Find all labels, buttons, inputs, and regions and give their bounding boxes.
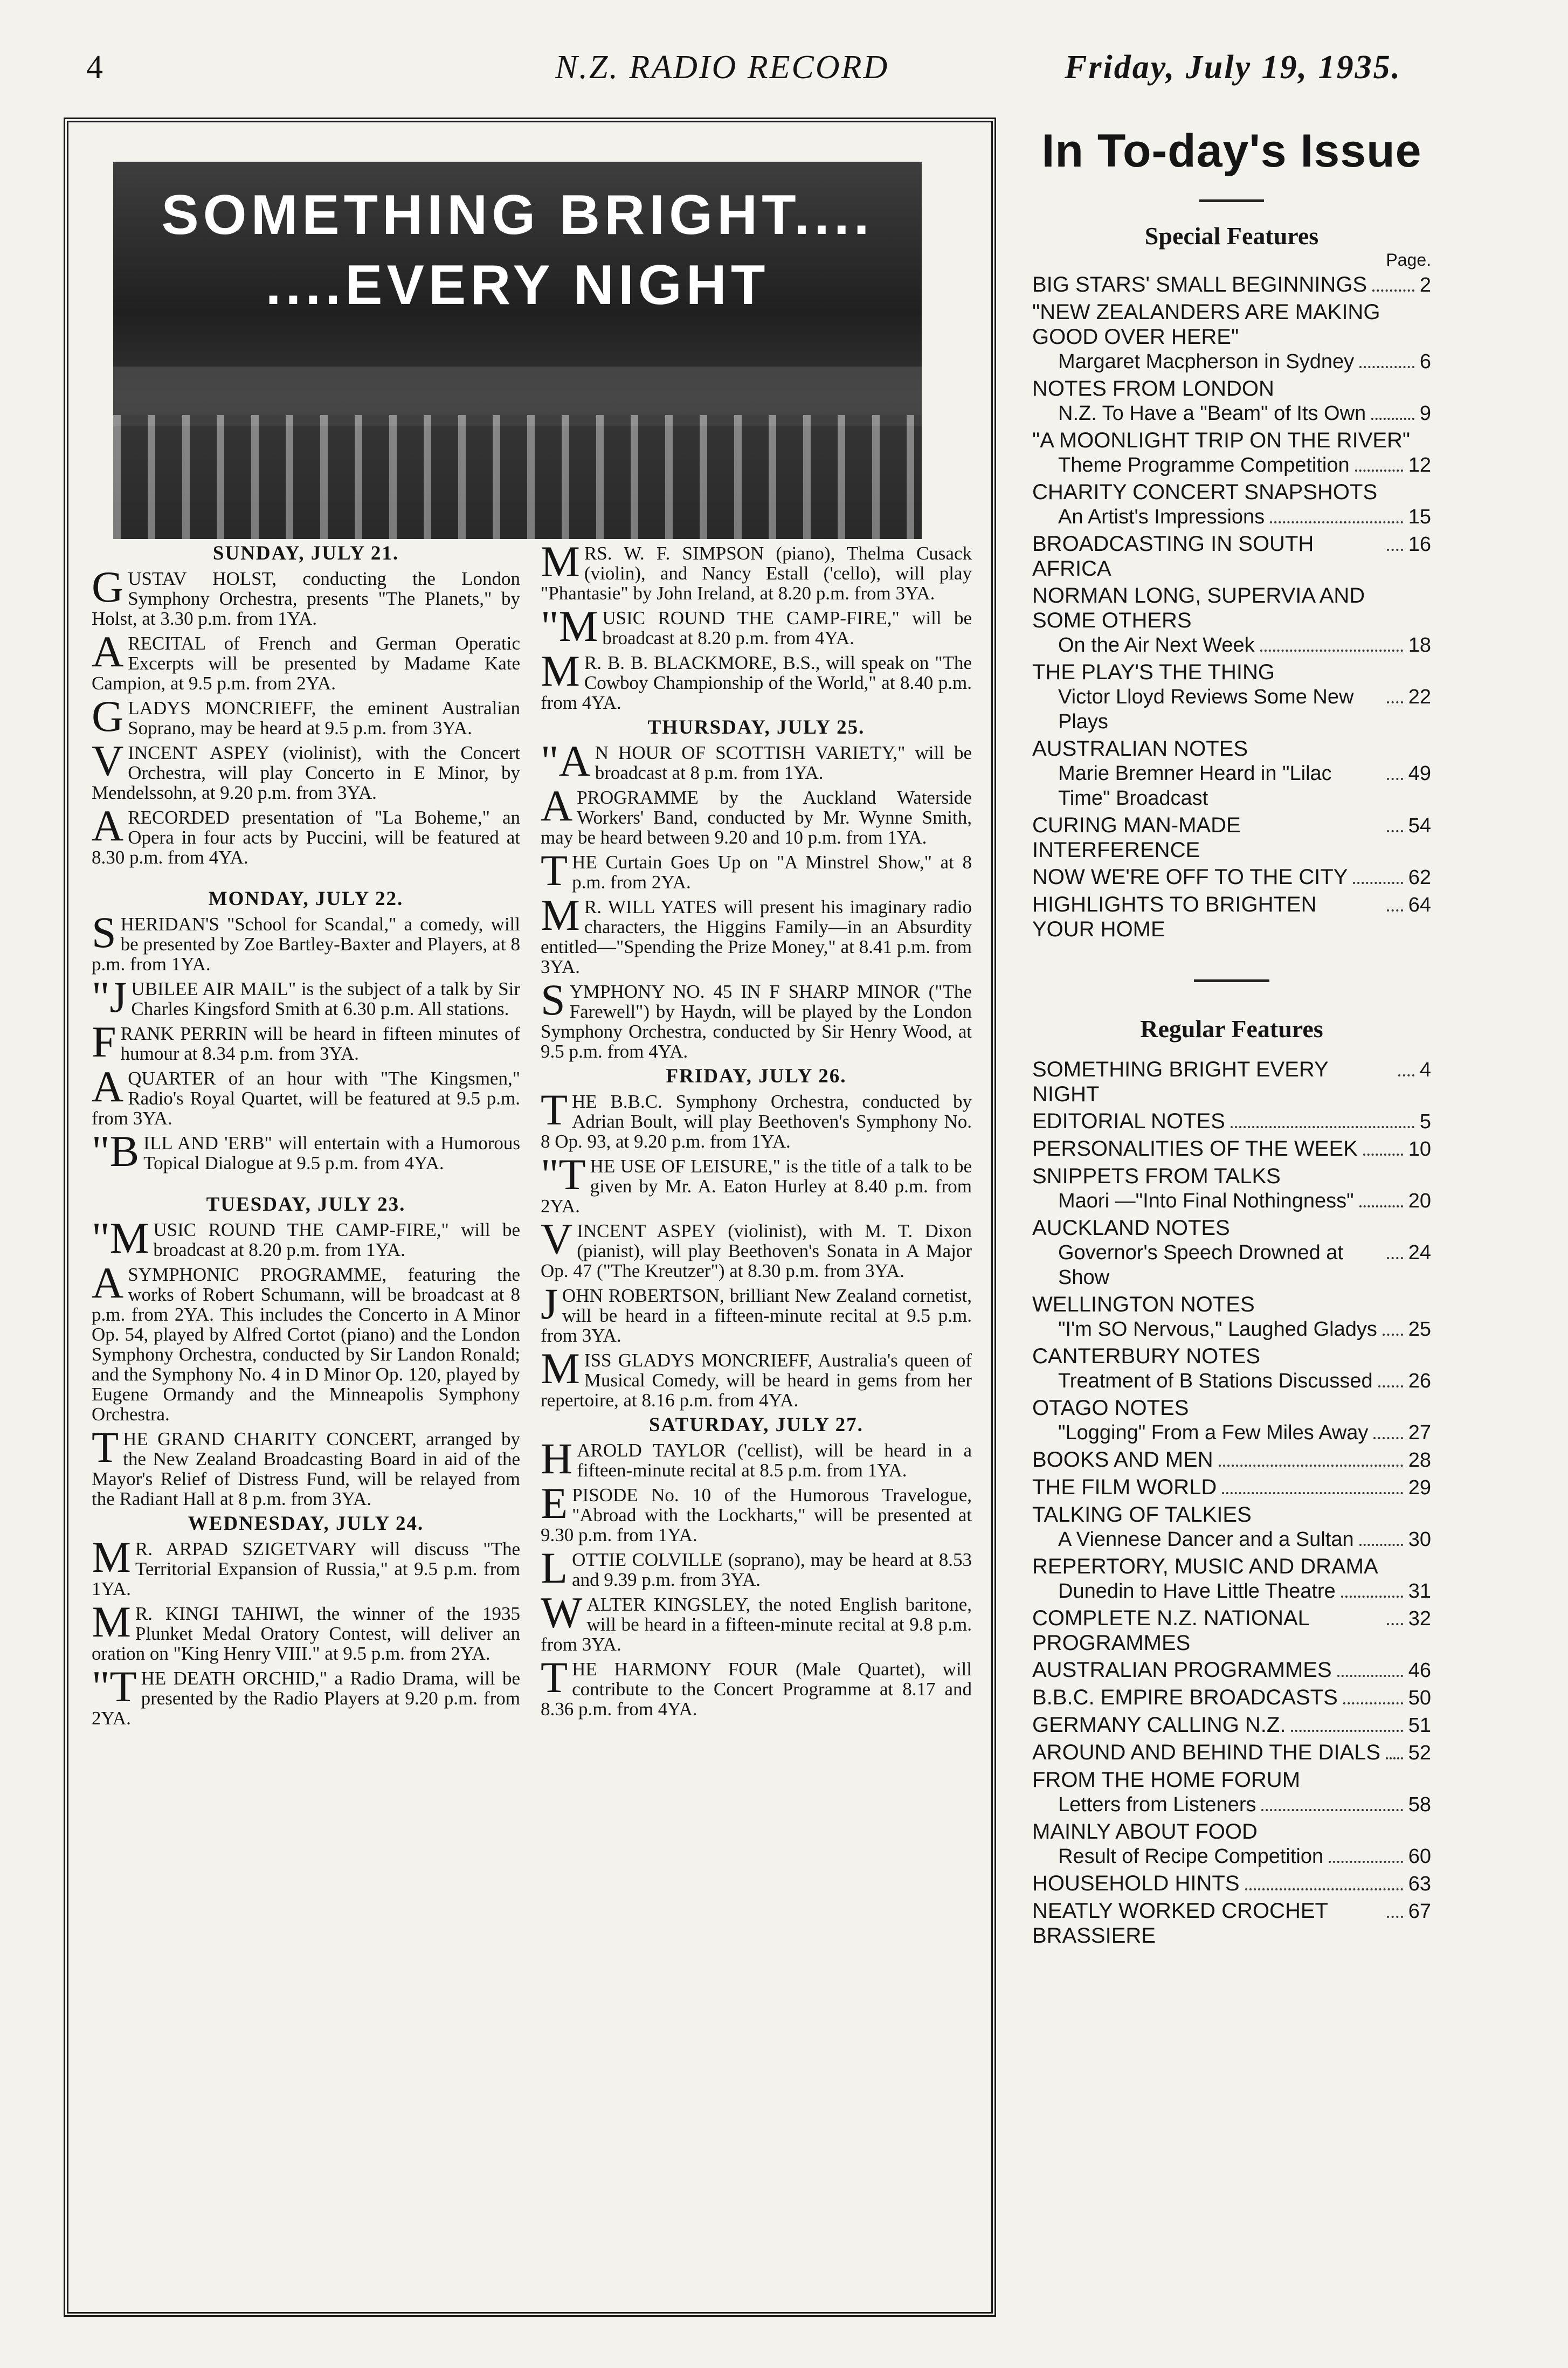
toc-entry xyxy=(1032,660,1431,734)
toc-entry-subtitle-row xyxy=(1032,453,1431,478)
dot-leader xyxy=(1343,1702,1403,1704)
page-number: 4 xyxy=(86,49,105,86)
toc-entry xyxy=(1032,376,1431,426)
toc-entry-page: 46 xyxy=(1408,1659,1431,1682)
dot-leader xyxy=(1222,1492,1403,1494)
toc-entry-subtitle-row xyxy=(1032,1369,1431,1393)
toc-entry-title-row xyxy=(1032,531,1431,581)
toc-entry-subtitle: N.Z. To Have a "Beam" of Its Own xyxy=(1058,402,1366,425)
dot-leader xyxy=(1355,470,1403,472)
toc-entry-title-row xyxy=(1032,1216,1431,1240)
toc-entry-page: 32 xyxy=(1408,1607,1431,1630)
toc-entry xyxy=(1032,1658,1431,1683)
toc-entry-subtitle: "Logging" From a Few Miles Away xyxy=(1058,1421,1369,1444)
toc-entry xyxy=(1032,1502,1431,1552)
toc-entry-title: NOTES FROM LONDON xyxy=(1032,377,1274,401)
toc-entry-subtitle-row xyxy=(1032,1240,1431,1290)
toc-entry-title-row xyxy=(1032,1819,1431,1844)
toc-entry-page: 5 xyxy=(1419,1110,1431,1133)
day-heading-sunday: SUNDAY, JULY 21. xyxy=(212,542,399,564)
toc-entry-page: 52 xyxy=(1408,1742,1431,1764)
toc-entry-page: 51 xyxy=(1408,1714,1431,1737)
toc-entry-subtitle-row xyxy=(1032,401,1431,426)
toc-entry-page: 24 xyxy=(1408,1241,1431,1264)
toc-entry xyxy=(1032,1768,1431,1817)
programme-item: ASYMPHONIC PROGRAMME, featuring the works of Robert Schumann, will be broadcast at 8 p.m. from 2YA. This includes the Concerto in A Minor Op. 54, played by Alfred Cortot (piano) and the London Symphony Orchestra, conducted by Sir Landon Ronald; and the Symphony No. 4 in D Minor Op. 120, played by Eugene Ormandy and the Minneapolis Symphony Orchestra. xyxy=(92,1258,520,1425)
toc-entry xyxy=(1032,1685,1431,1710)
toc-entry xyxy=(1032,813,1431,862)
programme-item: "AN HOUR OF SCOTTISH VARIETY," will be broadcast at 8 p.m. from 1YA. xyxy=(541,736,972,785)
dot-leader xyxy=(1371,418,1414,420)
special-features-list xyxy=(1032,272,1431,942)
toc-entry-title: "A MOONLIGHT TRIP ON THE RIVER" xyxy=(1032,429,1411,452)
toc-entry-title-row xyxy=(1032,300,1431,349)
toc-entry-title: CHARITY CONCERT SNAPSHOTS xyxy=(1032,480,1378,504)
day-heading-tuesday: TUESDAY, JULY 23. xyxy=(206,1193,406,1216)
regular-features-list xyxy=(1032,1057,1431,1948)
toc-entry-page: 49 xyxy=(1408,762,1431,785)
toc-entry xyxy=(1032,272,1431,298)
toc-entry-title-row xyxy=(1032,1554,1431,1579)
programme-item: MR. ARPAD SZIGETVARY will discuss "The Territorial Expansion of Russia," at 9.5 p.m. from 1YA. xyxy=(92,1532,520,1599)
toc-entry xyxy=(1032,892,1431,942)
toc-entry xyxy=(1032,1396,1431,1445)
dot-leader xyxy=(1387,549,1403,551)
toc-entry-page: 31 xyxy=(1408,1580,1431,1603)
programme-column-middle xyxy=(541,537,972,1724)
toc-entry-title: FROM THE HOME FORUM xyxy=(1032,1768,1301,1792)
toc-entry-title-row xyxy=(1032,1136,1431,1162)
dot-leader xyxy=(1231,1126,1414,1128)
regular-features-heading: Regular Features xyxy=(1140,1015,1323,1043)
toc-entry-title: AUSTRALIAN NOTES xyxy=(1032,737,1248,761)
toc-entry-subtitle-row xyxy=(1032,349,1431,374)
toc-entry-page: 20 xyxy=(1408,1190,1431,1212)
toc-entry-title: THE PLAY'S THE THING xyxy=(1032,660,1275,684)
toc-entry xyxy=(1032,1164,1431,1213)
toc-entry-title: THE FILM WORLD xyxy=(1032,1475,1217,1499)
toc-entry-title: SOMETHING BRIGHT EVERY NIGHT xyxy=(1032,1058,1329,1106)
toc-entry-page: 22 xyxy=(1408,686,1431,708)
toc-entry xyxy=(1032,1898,1431,1948)
toc-entry-page: 10 xyxy=(1408,1138,1431,1161)
day-heading-monday: MONDAY, JULY 22. xyxy=(208,888,404,910)
dot-leader xyxy=(1372,289,1414,292)
toc-entry-subtitle: On the Air Next Week xyxy=(1058,634,1255,657)
dot-leader xyxy=(1260,650,1403,652)
toc-entry-title: AUCKLAND NOTES xyxy=(1032,1216,1230,1240)
toc-entry-subtitle: Dunedin to Have Little Theatre xyxy=(1058,1580,1336,1603)
dot-leader xyxy=(1329,1861,1403,1863)
toc-entry-subtitle: Maori —"Into Final Nothingness" xyxy=(1058,1190,1354,1212)
toc-entry-title: HOUSEHOLD HINTS xyxy=(1032,1872,1240,1895)
dot-leader xyxy=(1398,1074,1414,1076)
toc-entry-title: BROADCASTING IN SOUTH AFRICA xyxy=(1032,532,1314,581)
toc-entry-title: NOW WE'RE OFF TO THE CITY xyxy=(1032,865,1348,889)
day-heading-thursday: THURSDAY, JULY 25. xyxy=(647,716,865,738)
publication-title: N.Z. RADIO RECORD xyxy=(555,49,889,86)
toc-entry xyxy=(1032,428,1431,478)
programme-item: APROGRAMME by the Auckland Waterside Workers' Band, conducted by Mr. Wynne Smith, may be heard between 9.20 and 10 p.m. from 1YA. xyxy=(541,781,972,848)
dot-leader xyxy=(1387,1257,1403,1259)
dot-leader xyxy=(1245,1888,1403,1890)
toc-entry-title: B.B.C. EMPIRE BROADCASTS xyxy=(1032,1686,1338,1709)
dot-leader xyxy=(1387,909,1403,912)
toc-entry-page: 26 xyxy=(1408,1370,1431,1392)
dot-leader xyxy=(1387,1623,1403,1625)
toc-entry-subtitle: Result of Recipe Competition xyxy=(1058,1845,1324,1868)
toc-entry-title-row xyxy=(1032,376,1431,401)
toc-entry-title-row xyxy=(1032,1109,1431,1134)
toc-entry-title-row xyxy=(1032,1164,1431,1189)
toc-entry-page: 60 xyxy=(1408,1845,1431,1868)
programme-item: EPISODE No. 10 of the Humorous Travelogue, "Abroad with the Lockharts," will be presented at 9.30 p.m. from 1YA. xyxy=(541,1479,972,1545)
toc-entry-page: 30 xyxy=(1408,1528,1431,1551)
toc-entry-title: BOOKS AND MEN xyxy=(1032,1448,1213,1472)
toc-entry-subtitle-row xyxy=(1032,1189,1431,1213)
toc-entry-title-row xyxy=(1032,428,1431,453)
toc-entry-subtitle: Theme Programme Competition xyxy=(1058,454,1350,477)
toc-entry-subtitle-row xyxy=(1032,1420,1431,1445)
dot-leader xyxy=(1359,1544,1403,1546)
programme-item: "MUSIC ROUND THE CAMP-FIRE," will be broadcast at 8.20 p.m. from 1YA. xyxy=(92,1213,520,1262)
dot-leader xyxy=(1363,1154,1403,1156)
toc-entry-title: WELLINGTON NOTES xyxy=(1032,1293,1255,1316)
toc-entry-title: SNIPPETS FROM TALKS xyxy=(1032,1164,1281,1188)
toc-entry-title-row xyxy=(1032,1658,1431,1683)
dot-leader xyxy=(1387,778,1403,780)
dot-leader xyxy=(1353,882,1403,884)
toc-entry-page: 12 xyxy=(1408,454,1431,477)
toc-entry-title: CURING MAN-MADE INTERFERENCE xyxy=(1032,813,1241,862)
programme-item: SYMPHONY NO. 45 IN F SHARP MINOR ("The Farewell") by Haydn, will be played by the London Symphony Orchestra, conducted by Sir Henry Wood, at 9.5 p.m. from 4YA. xyxy=(541,975,972,1062)
dot-leader xyxy=(1378,1385,1403,1387)
toc-entry-page: 62 xyxy=(1408,866,1431,889)
toc-entry-page: 9 xyxy=(1419,402,1431,425)
dot-leader xyxy=(1341,1596,1403,1598)
toc-entry-title-row xyxy=(1032,1606,1431,1655)
toc-entry xyxy=(1032,1606,1431,1655)
toc-entry xyxy=(1032,1554,1431,1604)
toc-entry-title: TALKING OF TALKIES xyxy=(1032,1503,1252,1527)
programme-item: ARECITAL of French and German Operatic Excerpts will be presented by Madame Kate Campion, at 9.5 p.m. from 2YA. xyxy=(92,627,520,694)
programme-item: THE B.B.C. Symphony Orchestra, conducted by Adrian Boult, will play Beethoven's Symphony No. 8 Op. 93, at 9.20 p.m. from 1YA. xyxy=(541,1085,972,1152)
toc-entry-page: 58 xyxy=(1408,1793,1431,1816)
toc-entry-title-row xyxy=(1032,583,1431,633)
toc-entry-title-row xyxy=(1032,1344,1431,1369)
toc-entry-page: 15 xyxy=(1408,506,1431,528)
toc-entry-page: 18 xyxy=(1408,634,1431,657)
toc-entry-subtitle-row xyxy=(1032,1792,1431,1817)
toc-entry-subtitle: A Viennese Dancer and a Sultan xyxy=(1058,1528,1354,1551)
toc-entry-title-row xyxy=(1032,660,1431,685)
dot-leader xyxy=(1386,1757,1403,1759)
toc-entry-subtitle-row xyxy=(1032,1317,1431,1342)
dot-leader xyxy=(1387,701,1403,703)
toc-entry xyxy=(1032,531,1431,581)
programme-item: MRS. W. F. SIMPSON (piano), Thelma Cusack (violin), and Nancy Estall ('cello), will play "Phantasie" by John Ireland, at 8.20 p.m. from 3YA. xyxy=(541,537,972,604)
toc-entry xyxy=(1032,1871,1431,1896)
toc-entry-page: 63 xyxy=(1408,1873,1431,1895)
toc-entry-title: AUSTRALIAN PROGRAMMES xyxy=(1032,1658,1332,1682)
programme-item: "JUBILEE AIR MAIL" is the subject of a talk by Sir Charles Kingsford Smith at 6.30 p.m. All stations. xyxy=(92,972,520,1021)
toc-entry-subtitle: Margaret Macpherson in Sydney xyxy=(1058,350,1355,373)
toc-entry xyxy=(1032,300,1431,374)
toc-entry-title-row xyxy=(1032,1447,1431,1473)
toc-entry xyxy=(1032,1136,1431,1162)
page-column-label: Page. xyxy=(1386,250,1431,270)
toc-entry-title: MAINLY ABOUT FOOD xyxy=(1032,1820,1258,1844)
toc-entry xyxy=(1032,1057,1431,1107)
dot-leader xyxy=(1383,1334,1403,1336)
programme-item: GLADYS MONCRIEFF, the eminent Australian Soprano, may be heard at 9.5 p.m. from 3YA. xyxy=(92,692,520,741)
toc-entry-title: BIG STARS' SMALL BEGINNINGS xyxy=(1032,273,1367,296)
programme-item: MR. B. B. BLACKMORE, B.S., will speak on "The Cowboy Championship of the World," at 8.40 p.m. from 4YA. xyxy=(541,646,972,713)
programme-item: MR. KINGI TAHIWI, the winner of the 1935 Plunket Medal Oratory Contest, will deliver an oration on "King Henry VIII." at 9.5 p.m. from 2YA. xyxy=(92,1597,520,1664)
dot-leader xyxy=(1261,1809,1403,1811)
toc-title: In To-day's Issue xyxy=(1041,125,1422,177)
toc-entry-title-row xyxy=(1032,1475,1431,1500)
programme-column-left xyxy=(92,543,520,1733)
programme-item: THE Curtain Goes Up on "A Minstrel Show," at 8 p.m. from 2YA. xyxy=(541,846,972,895)
toc-entry xyxy=(1032,1447,1431,1473)
page-header xyxy=(0,49,1568,92)
toc-entry-title-row xyxy=(1032,1898,1431,1948)
toc-entry xyxy=(1032,1109,1431,1134)
toc-entry-title: NEATLY WORKED CROCHET BRASSIERE xyxy=(1032,1899,1328,1948)
toc-entry xyxy=(1032,865,1431,890)
toc-entry-title-row xyxy=(1032,1292,1431,1317)
dot-leader xyxy=(1387,1916,1403,1918)
issue-date: Friday, July 19, 1935. xyxy=(1065,49,1402,86)
toc-entry-title-row xyxy=(1032,1057,1431,1107)
toc-entry xyxy=(1032,1344,1431,1393)
programme-item: FRANK PERRIN will be heard in fifteen minutes of humour at 8.34 p.m. from 3YA. xyxy=(92,1017,520,1066)
hero-city-lights xyxy=(113,415,922,539)
programme-item: JOHN ROBERTSON, brilliant New Zealand cornetist, will be heard in a fifteen-minute recital at 9.5 p.m. from 3YA. xyxy=(541,1279,972,1346)
divider xyxy=(1199,199,1264,202)
hero-banner xyxy=(113,162,922,539)
toc-entry-title-row xyxy=(1032,865,1431,890)
toc-entry-title: EDITORIAL NOTES xyxy=(1032,1109,1225,1133)
toc-entry-page: 16 xyxy=(1408,533,1431,556)
toc-entry xyxy=(1032,1292,1431,1342)
toc-entry-title: OTAGO NOTES xyxy=(1032,1396,1189,1420)
toc-entry-page: 25 xyxy=(1408,1318,1431,1341)
dot-leader xyxy=(1337,1675,1403,1677)
toc-entry-page: 27 xyxy=(1408,1421,1431,1444)
toc-entry xyxy=(1032,480,1431,529)
programme-item: MR. WILL YATES will present his imaginary radio characters, the Higgins Family—in an Absurdity entitled—"Spending the Prize Money," at 8.41 p.m. from 3YA. xyxy=(541,890,972,977)
dot-leader xyxy=(1387,830,1403,832)
programme-item: "BILL AND 'ERB" will entertain with a Humorous Topical Dialogue at 9.5 p.m. from 4YA. xyxy=(92,1127,520,1176)
programme-item: "THE USE OF LEISURE," is the title of a talk to be given by Mr. A. Eaton Hurley at 8.40 p.m. from 2YA. xyxy=(541,1150,972,1217)
toc-entry-page: 4 xyxy=(1419,1059,1431,1081)
toc-entry-title-row xyxy=(1032,1502,1431,1527)
toc-entry-page: 2 xyxy=(1419,274,1431,296)
special-features-heading: Special Features xyxy=(1144,222,1319,250)
toc-entry-subtitle-row xyxy=(1032,1579,1431,1604)
programme-item: SHERIDAN'S "School for Scandal," a comedy, will be presented by Zoe Bartley-Baxter and Players, at 8 p.m. from 1YA. xyxy=(92,908,520,975)
programme-item: WALTER KINGSLEY, the noted English baritone, will be heard in a fifteen-minute recital at 9.8 p.m. from 3YA. xyxy=(541,1588,972,1655)
toc-entry-subtitle-row xyxy=(1032,685,1431,734)
toc-entry-page: 67 xyxy=(1408,1900,1431,1923)
programme-item: AQUARTER of an hour with "The Kingsmen," Radio's Royal Quartet, will be featured at 9.5 p.m. from 3YA. xyxy=(92,1062,520,1129)
toc-entry-subtitle: "I'm SO Nervous," Laughed Gladys xyxy=(1058,1318,1377,1341)
toc-entry-title-row xyxy=(1032,1768,1431,1792)
dot-leader xyxy=(1270,521,1403,523)
toc-entry-subtitle-row xyxy=(1032,633,1431,658)
day-heading-friday: FRIDAY, JULY 26. xyxy=(666,1065,847,1087)
toc-entry-subtitle-row xyxy=(1032,1527,1431,1552)
toc-entry-page: 54 xyxy=(1408,814,1431,837)
day-heading-wednesday: WEDNESDAY, JULY 24. xyxy=(188,1513,424,1535)
toc-entry-title: PERSONALITIES OF THE WEEK xyxy=(1032,1137,1358,1161)
toc-entry-title-row xyxy=(1032,736,1431,761)
dot-leader xyxy=(1359,366,1414,368)
toc-entry-title-row xyxy=(1032,1740,1431,1765)
toc-entry xyxy=(1032,736,1431,811)
toc-entry-title: AROUND AND BEHIND THE DIALS xyxy=(1032,1741,1381,1764)
divider xyxy=(1194,979,1269,982)
toc-entry xyxy=(1032,1740,1431,1765)
toc-entry xyxy=(1032,1713,1431,1738)
toc-entry-subtitle: Governor's Speech Drowned at Show xyxy=(1058,1241,1343,1289)
toc-entry-title: NORMAN LONG, SUPERVIA AND SOME OTHERS xyxy=(1032,584,1365,632)
toc-entry-page: 50 xyxy=(1408,1687,1431,1709)
programme-item: ARECORDED presentation of "La Boheme," an Opera in four acts by Puccini, will be featured at 8.30 p.m. from 4YA. xyxy=(92,801,520,868)
toc-entry-title-row xyxy=(1032,1713,1431,1738)
dot-leader xyxy=(1291,1730,1403,1732)
toc-entry-page: 6 xyxy=(1419,350,1431,373)
toc-entry xyxy=(1032,1216,1431,1290)
toc-entry-title: COMPLETE N.Z. NATIONAL PROGRAMMES xyxy=(1032,1606,1309,1655)
toc-entry-title-row xyxy=(1032,480,1431,505)
toc-entry-title-row xyxy=(1032,272,1431,298)
dot-leader xyxy=(1373,1437,1403,1439)
toc-entry-title: CANTERBURY NOTES xyxy=(1032,1344,1261,1368)
dot-leader xyxy=(1359,1205,1403,1207)
toc-entry-page: 29 xyxy=(1408,1476,1431,1499)
toc-entry-subtitle: Victor Lloyd Reviews Some New Plays xyxy=(1058,686,1354,733)
table-of-contents xyxy=(1032,124,1431,1950)
toc-entry xyxy=(1032,583,1431,658)
programme-item: GUSTAV HOLST, conducting the London Symphony Orchestra, presents "The Planets," by Holst, at 3.30 p.m. from 1YA. xyxy=(92,562,520,629)
toc-entry-subtitle-row xyxy=(1032,761,1431,811)
toc-entry-title-row xyxy=(1032,892,1431,942)
toc-entry-title: REPERTORY, MUSIC AND DRAMA xyxy=(1032,1555,1378,1578)
toc-entry-title-row xyxy=(1032,1871,1431,1896)
toc-entry-title-row xyxy=(1032,1396,1431,1420)
programme-item: LOTTIE COLVILLE (soprano), may be heard at 8.53 and 9.39 p.m. from 3YA. xyxy=(541,1543,972,1592)
toc-entry-title: HIGHLIGHTS TO BRIGHTEN YOUR HOME xyxy=(1032,893,1317,941)
toc-entry-title: GERMANY CALLING N.Z. xyxy=(1032,1713,1286,1737)
toc-entry-title: "NEW ZEALANDERS ARE MAKING GOOD OVER HERE" xyxy=(1032,300,1380,349)
programme-item: "THE DEATH ORCHID," a Radio Drama, will be presented by the Radio Players at 9.20 p.m. from 2YA. xyxy=(92,1662,520,1729)
toc-entry-page: 28 xyxy=(1408,1449,1431,1472)
programme-item: THE HARMONY FOUR (Male Quartet), will contribute to the Concert Programme at 8.17 and 8.36 p.m. from 4YA. xyxy=(541,1653,972,1720)
toc-entry-subtitle-row xyxy=(1032,1844,1431,1869)
programme-item: HAROLD TAYLOR ('cellist), will be heard in a fifteen-minute recital at 8.5 p.m. from 1YA. xyxy=(541,1434,972,1483)
toc-entry-title-row xyxy=(1032,813,1431,862)
toc-entry-subtitle: An Artist's Impressions xyxy=(1058,506,1265,528)
toc-entry-title-row xyxy=(1032,1685,1431,1710)
programme-item: MISS GLADYS MONCRIEFF, Australia's queen of Musical Comedy, will be heard in gems from her repertoire, at 8.16 p.m. from 4YA. xyxy=(541,1344,972,1411)
toc-entry-page: 64 xyxy=(1408,894,1431,916)
programme-item: VINCENT ASPEY (violinist), with M. T. Dixon (pianist), will play Beethoven's Sonata in A Major Op. 47 ("The Kreutzer") at 8.30 p.m. from 3YA. xyxy=(541,1214,972,1281)
programme-item: "MUSIC ROUND THE CAMP-FIRE," will be broadcast at 8.20 p.m. from 4YA. xyxy=(541,602,972,651)
toc-entry-subtitle: Treatment of B Stations Discussed xyxy=(1058,1370,1373,1392)
dot-leader xyxy=(1219,1465,1403,1467)
day-heading-saturday: SATURDAY, JULY 27. xyxy=(649,1414,864,1436)
hero-line-2: ....EVERY NIGHT xyxy=(265,254,770,316)
toc-entry xyxy=(1032,1475,1431,1500)
toc-entry-subtitle: Letters from Listeners xyxy=(1058,1793,1256,1816)
hero-line-1: SOMETHING BRIGHT.... xyxy=(161,184,874,246)
toc-entry xyxy=(1032,1819,1431,1869)
toc-entry-subtitle: Marie Bremner Heard in "Lilac Time" Broadcast xyxy=(1058,762,1332,810)
programme-item: VINCENT ASPEY (violinist), with the Concert Orchestra, will play Concerto in E Minor, by Mendelssohn, at 9.20 p.m. from 3YA. xyxy=(92,736,520,803)
toc-entry-subtitle-row xyxy=(1032,505,1431,529)
programme-item: THE GRAND CHARITY CONCERT, arranged by the New Zealand Broadcasting Board in aid of the Mayor's Relief of Distress Fund, will be relayed from the Radiant Hall at 8 p.m. from 3YA. xyxy=(92,1423,520,1509)
